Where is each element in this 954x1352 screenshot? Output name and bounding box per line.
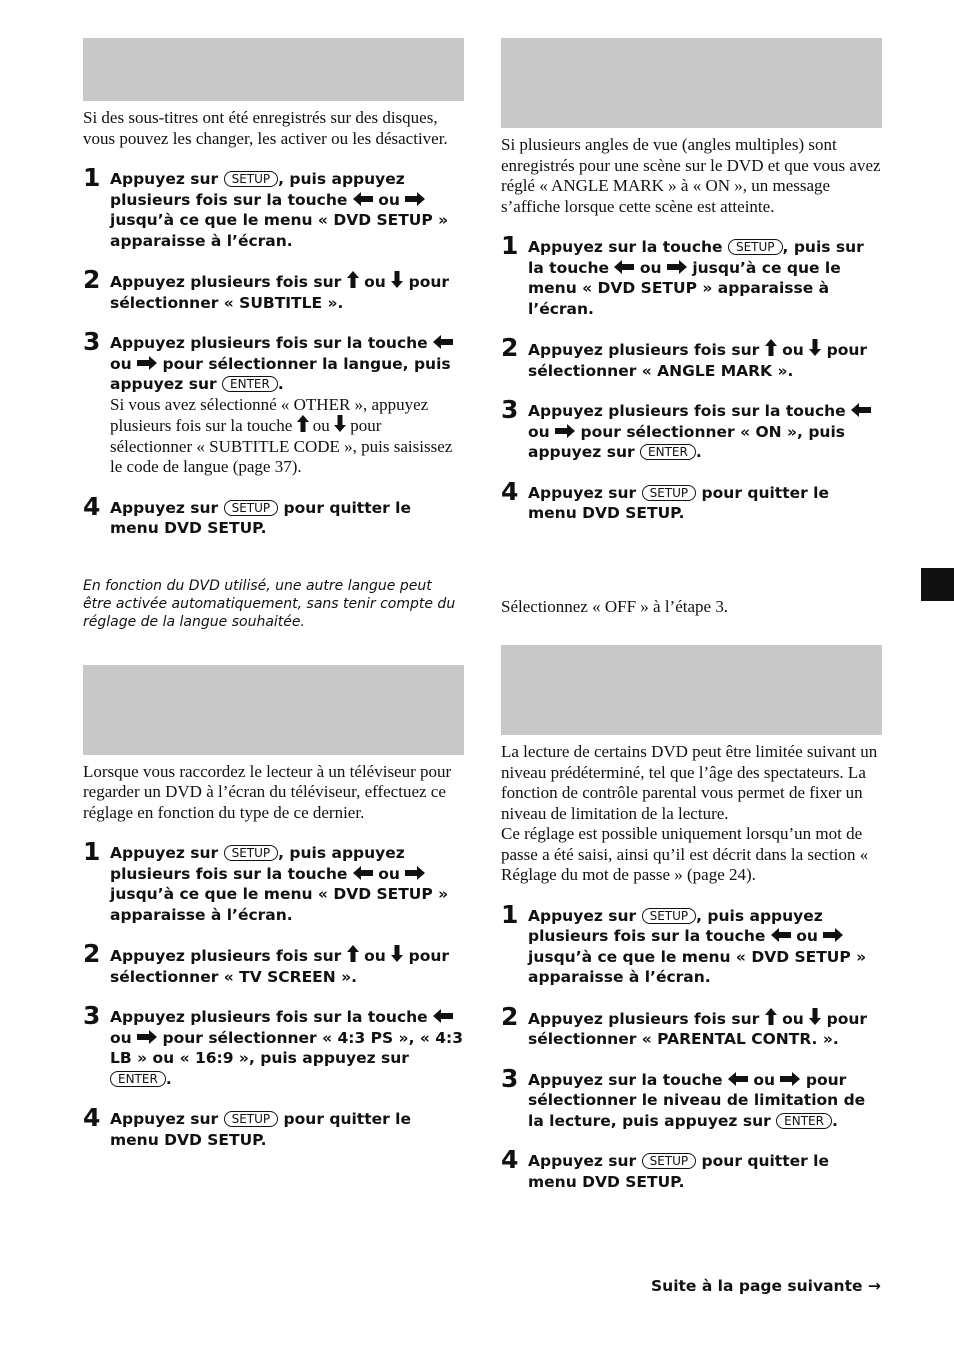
- step-text: Appuyez sur la touche: [528, 238, 723, 256]
- step-text: pour sélectionner « TV SCREEN ».: [110, 947, 450, 986]
- step-text: ou: [378, 190, 400, 209]
- step-text: Appuyez sur: [110, 498, 219, 517]
- up-arrow-icon: [765, 339, 777, 356]
- step-number: 3: [501, 1063, 519, 1093]
- step-text: Appuyez sur: [528, 906, 637, 925]
- right-arrow-icon: [405, 866, 425, 880]
- parental-intro-2: Ce réglage est possible uniquement lorsqu’un mot de passe a été saisi, ainsi qu’il est décrit dans la section « Réglage du mot de passe » (page 24).: [501, 824, 869, 884]
- up-arrow-icon: [765, 1008, 777, 1025]
- angle-mark-step-2: [501, 333, 882, 381]
- step-text: .: [277, 375, 284, 393]
- tv-screen-section-header: [83, 665, 464, 755]
- down-arrow-icon: [809, 1008, 821, 1025]
- step-text: Appuyez plusieurs fois sur la touche: [528, 402, 846, 420]
- step-text: ou: [528, 422, 550, 441]
- setup-button-icon: SETUP: [642, 908, 697, 924]
- step-text: ou: [364, 947, 386, 965]
- right-arrow-icon: [555, 424, 575, 438]
- tv-screen-intro: Lorsque vous raccordez le lecteur à un téléviseur pour regarder un DVD à l’écran du téléviseur, effectuez ce réglage en fonction du type de ce dernier.: [83, 761, 452, 822]
- parental-step-3: [501, 1063, 882, 1132]
- right-arrow-icon: [405, 192, 425, 206]
- step-note: [110, 395, 464, 478]
- tv-screen-step-2: [83, 939, 464, 987]
- step-text: ou: [378, 864, 400, 883]
- step-text: ou: [796, 927, 818, 945]
- step-text: pour quitter le menu DVD SETUP.: [528, 1152, 830, 1191]
- step-text: ou: [639, 258, 662, 277]
- step-number: 1: [83, 163, 101, 192]
- setup-button-icon: SETUP: [224, 1111, 279, 1127]
- setup-button-icon: SETUP: [728, 239, 783, 255]
- subtitle-section-header: [83, 38, 464, 101]
- left-arrow-icon: [614, 260, 634, 274]
- step-text: ou: [753, 1070, 776, 1089]
- step-text: ou: [782, 1009, 804, 1028]
- right-arrow-icon: [137, 1030, 157, 1044]
- step-text: jusqu’à ce que le menu « DVD SETUP » apparaisse à l’écran.: [528, 258, 841, 318]
- angle-mark-step-4: [501, 476, 882, 524]
- step-text: Appuyez sur: [110, 1110, 219, 1128]
- step-text: pour sélectionner « PARENTAL CONTR. ».: [528, 1009, 868, 1048]
- step-text: ou: [364, 273, 386, 291]
- enter-button-icon: ENTER: [776, 1113, 832, 1129]
- step-text: ou: [110, 354, 132, 373]
- right-arrow-icon: [667, 260, 687, 274]
- angle-mark-step-3: [501, 395, 882, 463]
- right-arrow-icon: [823, 928, 843, 942]
- setup-button-icon: SETUP: [642, 1153, 697, 1169]
- left-arrow-icon: [353, 866, 373, 880]
- step-text: .: [695, 443, 702, 461]
- step-text: Appuyez plusieurs fois sur: [528, 341, 760, 359]
- step-text: , puis appuyez plusieurs fois sur la touche: [110, 844, 405, 883]
- setup-button-icon: SETUP: [224, 500, 279, 516]
- left-arrow-icon: [728, 1072, 748, 1086]
- step-text: Appuyez plusieurs fois sur la touche: [110, 1008, 428, 1026]
- left-arrow-icon: [353, 192, 373, 206]
- step-text: jusqu’à ce que le menu « DVD SETUP » apparaisse à l’écran.: [110, 211, 449, 250]
- continue-text: Suite à la page suivante: [651, 1277, 863, 1295]
- step-text: ou: [782, 341, 804, 359]
- note-text: ou: [312, 416, 330, 435]
- angle-mark-cancel: Sélectionnez « OFF » à l’étape 3.: [501, 596, 729, 616]
- left-column: [83, 38, 464, 1150]
- setup-button-icon: SETUP: [224, 171, 279, 187]
- enter-button-icon: ENTER: [222, 376, 278, 392]
- step-number: 4: [83, 491, 101, 521]
- chapter-tab-marker: [921, 568, 954, 601]
- enter-button-icon: ENTER: [640, 444, 696, 460]
- subtitle-step-2: [83, 265, 464, 313]
- step-number: 4: [83, 1103, 101, 1132]
- right-arrow-icon: [780, 1072, 800, 1086]
- subtitle-step-3: [83, 327, 464, 478]
- step-number: 2: [501, 1001, 519, 1031]
- step-text: ou: [110, 1028, 132, 1047]
- subtitle-note: En fonction du DVD utilisé, une autre langue peut être activée automatiquement, sans tenir compte du réglage de la langue souhaitée.: [83, 577, 456, 630]
- step-number: 2: [83, 939, 101, 968]
- step-text: Appuyez plusieurs fois sur: [110, 947, 342, 965]
- step-text: Appuyez sur: [528, 1152, 637, 1170]
- step-text: pour quitter le menu DVD SETUP.: [110, 498, 412, 537]
- step-text: pour sélectionner « 4:3 PS », « 4:3 LB » ou « 16:9 », puis appuyez sur: [110, 1028, 464, 1067]
- step-text: pour sélectionner la langue, puis appuyez sur: [110, 354, 451, 393]
- parental-intro: La lecture de certains DVD peut être limitée suivant un niveau prédéterminé, tel que l’âge des spectateurs. La fonction de contrôle parental vous permet de fixer un niveau de limitation de la lecture.: [501, 742, 878, 823]
- step-number: 4: [501, 476, 519, 506]
- note-text: pour sélectionner « SUBTITLE CODE », puis saisissez le code de langue (page 37).: [110, 416, 453, 476]
- step-text: jusqu’à ce que le menu « DVD SETUP » apparaisse à l’écran.: [528, 947, 867, 986]
- left-arrow-icon: [433, 1009, 453, 1023]
- step-text: Appuyez plusieurs fois sur: [528, 1009, 760, 1028]
- step-text: Appuyez sur: [110, 170, 219, 188]
- step-text: pour quitter le menu DVD SETUP.: [528, 483, 830, 522]
- up-arrow-icon: [347, 271, 359, 288]
- step-text: , puis sur la touche: [528, 238, 864, 277]
- angle-mark-section-header: [501, 38, 882, 128]
- step-text: Appuyez sur la touche: [528, 1070, 723, 1089]
- step-text: pour sélectionner le niveau de limitation de la lecture, puis appuyez sur: [528, 1070, 866, 1130]
- step-number: 2: [501, 333, 519, 362]
- parental-section-header: [501, 645, 882, 735]
- parental-step-4: [501, 1145, 882, 1192]
- step-text: jusqu’à ce que le menu « DVD SETUP » apparaisse à l’écran.: [110, 885, 449, 924]
- subtitle-step-4: [83, 491, 464, 539]
- angle-mark-step-1: [501, 231, 882, 319]
- step-number: 3: [83, 1001, 101, 1030]
- subtitle-intro: Si des sous-titres ont été enregistrés sur des disques, vous pouvez les changer, les activer ou les désactiver.: [83, 108, 448, 148]
- continue-next-page: [651, 1276, 881, 1296]
- down-arrow-icon: [334, 415, 346, 432]
- step-text: Appuyez sur: [528, 483, 637, 502]
- tv-screen-step-1: [83, 837, 464, 925]
- step-number: 1: [83, 837, 101, 866]
- down-arrow-icon: [391, 945, 403, 962]
- left-arrow-icon: [433, 335, 453, 349]
- parental-step-2: [501, 1001, 882, 1050]
- continue-arrow-icon: →: [867, 1277, 881, 1295]
- step-number: 1: [501, 899, 519, 929]
- step-text: Appuyez plusieurs fois sur: [110, 273, 342, 291]
- step-number: 2: [83, 265, 101, 294]
- step-text: pour sélectionner « ANGLE MARK ».: [528, 341, 868, 380]
- step-number: 4: [501, 1145, 519, 1174]
- up-arrow-icon: [347, 945, 359, 962]
- note-text: Si vous avez sélectionné « OTHER », appuyez plusieurs fois sur la touche: [110, 394, 429, 435]
- enter-button-icon: ENTER: [110, 1071, 166, 1087]
- tv-screen-step-3: [83, 1001, 464, 1089]
- up-arrow-icon: [297, 415, 309, 432]
- down-arrow-icon: [809, 339, 821, 356]
- right-arrow-icon: [137, 356, 157, 370]
- step-text: Appuyez sur: [110, 844, 219, 862]
- step-text: .: [165, 1069, 172, 1088]
- down-arrow-icon: [391, 271, 403, 288]
- step-number: 3: [501, 395, 519, 424]
- step-text: Appuyez plusieurs fois sur la touche: [110, 334, 428, 352]
- tv-screen-step-4: [83, 1103, 464, 1150]
- step-number: 3: [83, 327, 101, 356]
- left-arrow-icon: [771, 928, 791, 942]
- step-number: 1: [501, 231, 519, 260]
- parental-step-1: [501, 899, 882, 988]
- step-text: pour quitter le menu DVD SETUP.: [110, 1110, 412, 1149]
- setup-button-icon: SETUP: [224, 845, 279, 861]
- step-text: pour sélectionner « ON », puis appuyez sur: [528, 422, 845, 461]
- left-arrow-icon: [851, 403, 871, 417]
- angle-mark-intro: Si plusieurs angles de vue (angles multiples) sont enregistrés pour une scène sur le DVD et que vous avez réglé « ANGLE MARK » à « ON », un message s’affiche lorsque cette scène est atteinte.: [501, 135, 881, 216]
- step-text: , puis appuyez plusieurs fois sur la touche: [528, 906, 823, 945]
- step-text: pour sélectionner « SUBTITLE ».: [110, 273, 450, 312]
- step-text: , puis appuyez plusieurs fois sur la touche: [110, 170, 405, 209]
- subtitle-step-1: [83, 163, 464, 251]
- step-text: .: [831, 1111, 838, 1130]
- right-column: [501, 38, 882, 1192]
- setup-button-icon: SETUP: [642, 485, 697, 501]
